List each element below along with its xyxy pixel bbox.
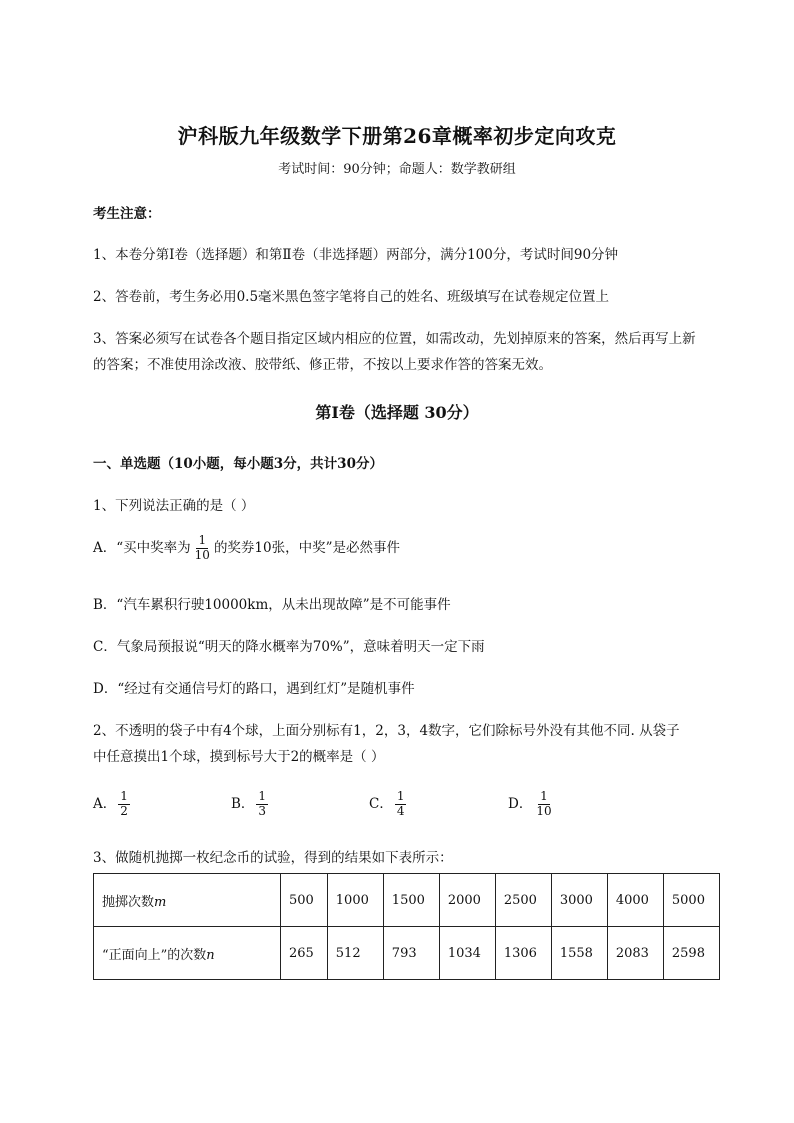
table-cell: 265 [281, 927, 328, 980]
q1-option-a-prefix: A．“买中奖率为 [93, 539, 191, 556]
row-header-variable: n [206, 947, 215, 963]
q1-option-b: B．“汽车累积行驶10000km，从未出现故障”是不可能事件 [93, 597, 451, 613]
notice-item-2: 2、答卷前，考生务必用0.5毫米黑色签字笔将自己的姓名、班级填写在试卷规定位置上 [93, 289, 610, 305]
notice-item-3-continued: 的答案；不准使用涂改液、胶带纸、修正带，不按以上要求作答的答案无效。 [93, 357, 552, 373]
row-header-label: 抛掷次数 [102, 894, 155, 910]
table-cell: 1000 [327, 874, 383, 927]
option-fraction [534, 790, 553, 819]
q1-stem: 1、下列说法正确的是（ ） [93, 498, 255, 514]
q2-option-b [231, 790, 270, 819]
option-fraction [118, 790, 130, 819]
option-label: B． [231, 795, 255, 812]
fraction-numerator: 1 [120, 789, 128, 803]
q2-option-c [369, 790, 408, 819]
table-cell: 2083 [607, 927, 663, 980]
fraction-denominator: 10 [194, 547, 210, 562]
option-fraction [256, 790, 268, 819]
table-cell: 793 [383, 927, 439, 980]
part-title: 一、单选题（10小题，每小题3分，共计30分） [93, 456, 383, 472]
table-cell: 2500 [495, 874, 551, 927]
q1-option-a [93, 534, 400, 563]
table-cell: 2598 [663, 927, 719, 980]
option-label: D． [508, 795, 533, 812]
table-cell: 1500 [383, 874, 439, 927]
exam-title: 沪科版九年级数学下册第26章概率初步定向攻克 [177, 124, 617, 148]
table-row-throws [94, 874, 720, 927]
q2-stem-line-2: 中任意摸出1个球，摸到标号大于2的概率是（ ） [93, 749, 385, 765]
table-cell: 1034 [439, 927, 495, 980]
row-header-heads [94, 927, 281, 980]
fraction-denominator: 3 [258, 803, 267, 818]
fraction-denominator: 10 [536, 803, 552, 818]
q1-option-c: C．气象局预报说“明天的降水概率为70%”，意味着明天一定下雨 [93, 639, 485, 655]
table-cell: 4000 [607, 874, 663, 927]
fraction-numerator: 1 [540, 789, 548, 803]
table-cell: 512 [327, 927, 383, 980]
row-header-label: “正面向上”的次数 [102, 947, 207, 963]
table-cell: 3000 [551, 874, 607, 927]
notice-item-3: 3、答案必须写在试卷各个题目指定区域内相应的位置，如需改动，先划掉原来的答案，然后再写上新 [93, 331, 696, 347]
notice-item-1: 1、本卷分第I卷（选择题）和第Ⅱ卷（非选择题）两部分，满分100分，考试时间90分钟 [93, 247, 619, 263]
table-cell: 2000 [439, 874, 495, 927]
table-row-heads [94, 927, 720, 980]
q2-stem-line-1: 2、不透明的袋子中有4个球，上面分别标有1，2，3，4数字，它们除标号外没有其他不同. 从袋子 [93, 723, 680, 739]
fraction-numerator: 1 [396, 789, 405, 803]
exam-subtitle: 考试时间：90分钟；命题人：数学教研组 [278, 162, 516, 177]
q1-option-a-fraction [193, 534, 212, 563]
table-cell: 1306 [495, 927, 551, 980]
option-label: C． [369, 795, 393, 812]
table-cell: 5000 [663, 874, 719, 927]
q1-option-a-suffix: 的奖券10张，中奖”是必然事件 [213, 539, 401, 556]
q1-option-d: D．“经过有交通信号灯的路口，遇到红灯”是随机事件 [93, 681, 415, 697]
coin-toss-table [93, 873, 720, 980]
section-title: 第I卷（选择题 30分） [315, 403, 479, 422]
fraction-denominator: 4 [396, 803, 405, 818]
option-label: A． [93, 795, 117, 812]
option-fraction [395, 790, 407, 819]
fraction-denominator: 2 [120, 803, 128, 818]
fraction-numerator: 1 [258, 789, 267, 803]
fraction-numerator: 1 [198, 533, 207, 547]
notice-heading: 考生注意： [93, 206, 161, 222]
q3-stem: 3、做随机抛掷一枚纪念币的试验，得到的结果如下表所示： [93, 850, 453, 866]
row-header-throws [94, 874, 281, 927]
row-header-variable: m [154, 894, 167, 910]
q2-option-d [508, 790, 556, 819]
table-cell: 500 [281, 874, 328, 927]
q2-option-a [93, 790, 132, 819]
table-cell: 1558 [551, 927, 607, 980]
